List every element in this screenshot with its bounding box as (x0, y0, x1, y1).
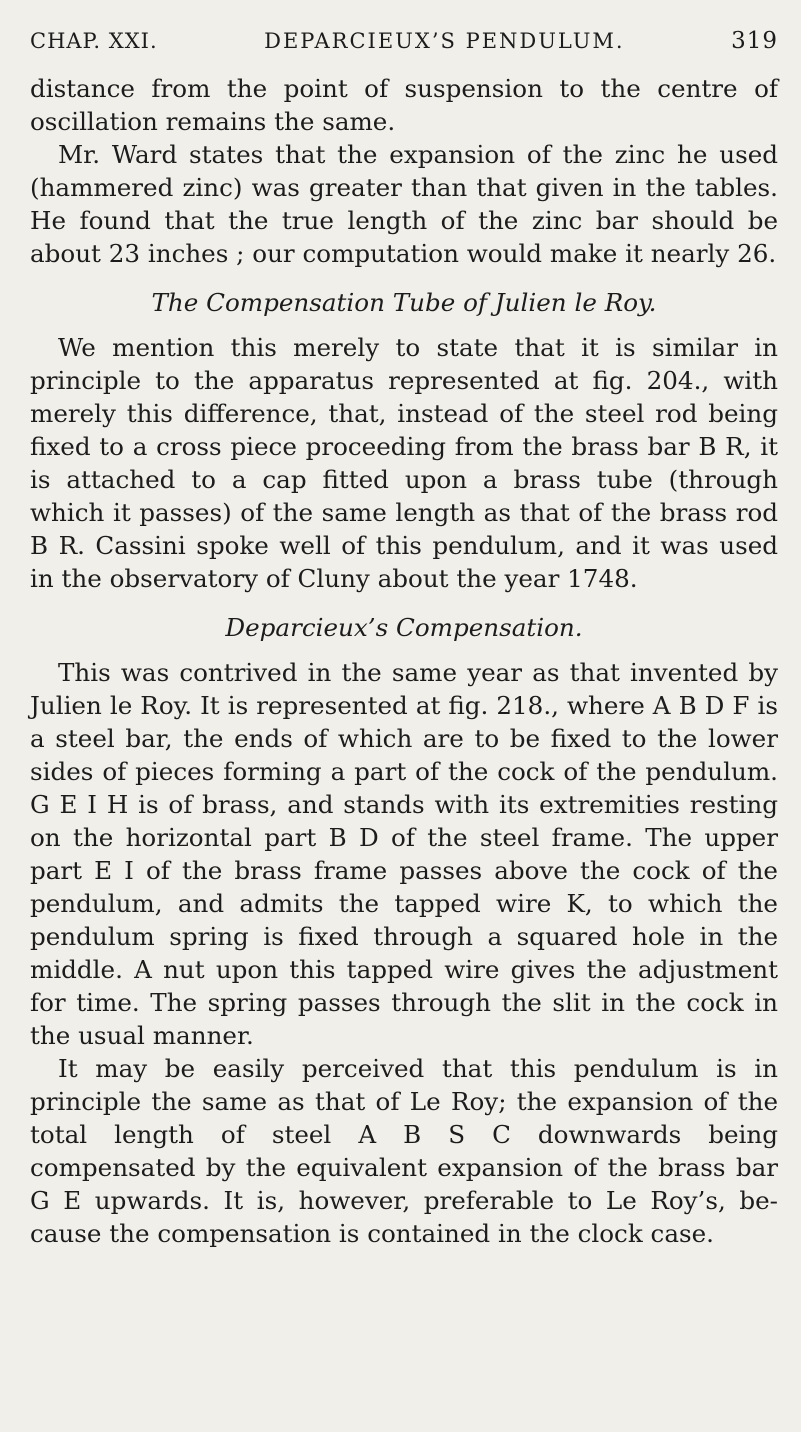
running-title: DEPARCIEUX’S PENDULUM. (264, 29, 625, 53)
chapter-label: CHAP. XXI. (30, 29, 158, 53)
running-header (30, 28, 778, 72)
section-heading-le-roy: The Compensation Tube of Julien le Roy. (151, 288, 657, 317)
paragraph-deparcieux-description: This was contrived in the same year as that invented by Julien le Roy. It is represented at fig. 218., where A B D F is a steel bar, the ends of which are to be fixed to the lower sides of pieces forming a part of the cock of the pendulum. G E I H is of brass, and stands with its extremities resting on the horizontal part B D of the steel frame. The upper part E I of the brass frame passes above the cock of the pendulum, and admits the tapped wire K, to which the pendulum spring is fixed through a squared hole in the middle. A nut upon this tapped wire gives the adjustment for time. The spring passes through the slit in the cock in the usual manner. (30, 658, 778, 1050)
book-page (30, 28, 778, 1250)
page-number: 319 (731, 28, 778, 54)
paragraph-deparcieux-principle: It may be easily perceived that this pendulum is in principle the same as that of Le Roy; the expansion of the total length of steel A B S C downwards being compensated by the equivalent expansion of the brass bar G E upwards. It is, however, preferable to Le Roy’s, be- cause the compensation is contained in the clock case. (30, 1054, 778, 1248)
paragraph-continuation: distance from the point of suspension to the centre of oscillation remains the same. (30, 74, 778, 136)
body-text (30, 72, 778, 1250)
paragraph-le-roy-tube: We mention this merely to state that it is similar in principle to the apparatus represented at fig. 204., with merely this difference, that, instead of the steel rod being fixed to a cross piece proceeding from the brass bar B R, it is attached to a cap fitted upon a brass tube (through which it passes) of the same length as that of the brass rod B R. Cassini spoke well of this pendulum, and it was used in the observatory of Cluny about the year 1748. (30, 333, 778, 593)
section-heading-deparcieux: Deparcieux’s Compensation. (225, 613, 583, 642)
paragraph-ward-zinc: Mr. Ward states that the expansion of the zinc he used (hammered zinc) was greater than that given in the tables. He found that the true length of the zinc bar should be about 23 inches ; our computation would make it nearly 26. (30, 140, 778, 268)
